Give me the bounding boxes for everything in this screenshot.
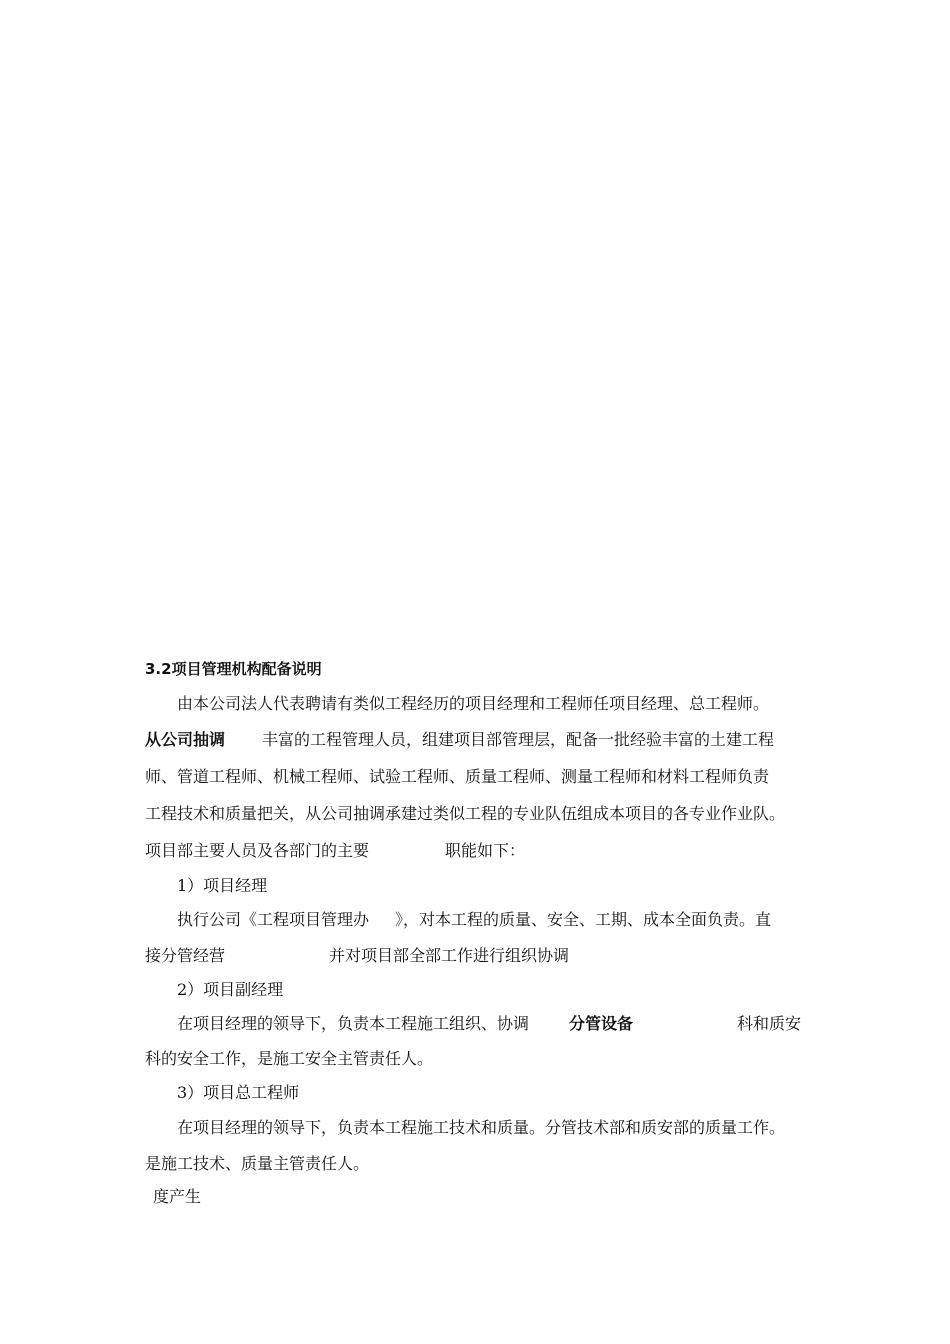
item3-line2: 是施工技术、质量主管责任人。: [145, 1154, 370, 1173]
item1-line2-part-a: 接分管经营: [145, 946, 226, 965]
paragraph1-line3: 师、管道工程师、机械工程师、试验工程师、质量工程师、测量工程师和材料工程师负责: [145, 767, 770, 786]
paragraph1-line5-part-a: 项目部主要人员及各部门的主要: [145, 841, 370, 860]
item2-line1-part-c: 科和质安: [737, 1014, 802, 1033]
item1-line2-part-b: 并对项目部全部工作进行组织协调: [329, 946, 570, 965]
item1-line1-part-a: 执行公司《工程项目管理办: [177, 910, 370, 929]
item2-line1-part-a: 在项目经理的领导下，负责本工程施工组织、协调: [177, 1014, 530, 1033]
item3-line1: 在项目经理的领导下，负责本工程施工技术和质量。分管技术部和质安部的质量工作。: [177, 1118, 786, 1137]
item2-line1-part-b: 分管设备: [569, 1014, 634, 1033]
paragraph1-line2-part-b: 丰富的工程管理人员，组建项目部管理层，配备一批经验丰富的土建工程: [262, 730, 775, 749]
item2-line2: 科的安全工作，是施工安全主管责任人。: [145, 1049, 434, 1068]
paragraph1-line1: 由本公司法人代表聘请有类似工程经历的项目经理和工程师任项目经理、总工程师。: [177, 694, 770, 713]
paragraph1-line4: 工程技术和质量把关，从公司抽调承建过类似工程的专业队伍组成本项目的各专业作业队。: [145, 804, 786, 823]
item3-title: 3）项目总工程师: [177, 1083, 300, 1102]
section-heading: 3.2项目管理机构配备说明: [145, 660, 322, 678]
item1-line1-part-b: 》，对本工程的质量、安全、工期、成本全面负责。直: [395, 910, 772, 929]
paragraph1-line5-part-b: 职能如下：: [445, 841, 526, 860]
item2-title: 2）项目副经理: [177, 980, 284, 999]
paragraph1-line2-part-a: 从公司抽调: [145, 730, 226, 749]
item1-title: 1）项目经理: [177, 876, 268, 895]
trailing-text: 度产生: [153, 1187, 202, 1206]
